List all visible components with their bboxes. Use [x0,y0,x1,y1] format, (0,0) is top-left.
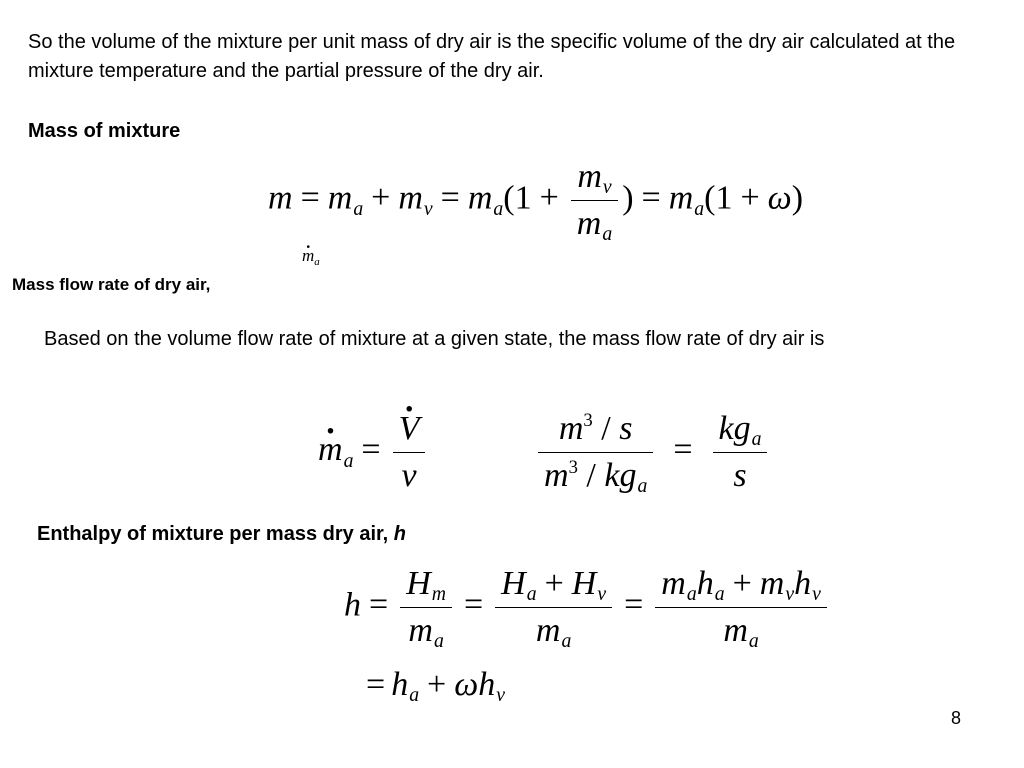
units-equation: $\frac{m^3 / s}{m^3 / kga}$ = $\frac{\text{kga}}{s}$ [534,412,771,493]
enthalpy-heading-symbol: h [393,523,407,545]
intro-paragraph: So the volume of the mixture per unit mass of dry air is the specific volume of the dry air calculated at the mixture temperature and the partial pressure of the dry air. [28,31,956,82]
enthalpy-equation: h = $\frac{Hm}{ma}$ = $\frac{Ha + Hv}{ma}$ = $\frac{\text{maha + mvhv}}{ma}$ [344,567,831,648]
mass-mixture-equation: m = ma + mv = ma(1 + $\frac{mv}{ma}$ ) = ma(1 + ω) [268,158,804,246]
mdot-a-symbol: · $m_a$ [302,246,320,266]
enthalpy-heading-text: Enthalpy of mixture per mass dry air, [37,523,389,545]
mass-flow-equation: · ma = · $\frac{V}{v}$ [318,412,429,493]
enthalpy-result-equation: = ha + ωhv [366,666,505,707]
mass-flow-heading: Mass flow rate of dry air, [12,275,211,294]
page-number: 8 [951,708,962,728]
enthalpy-heading [37,523,406,546]
mass-of-mixture-heading: Mass of mixture [28,120,181,142]
mass-flow-paragraph: Based on the volume flow rate of mixture at a given state, the mass flow rate of dry air is [44,328,825,350]
